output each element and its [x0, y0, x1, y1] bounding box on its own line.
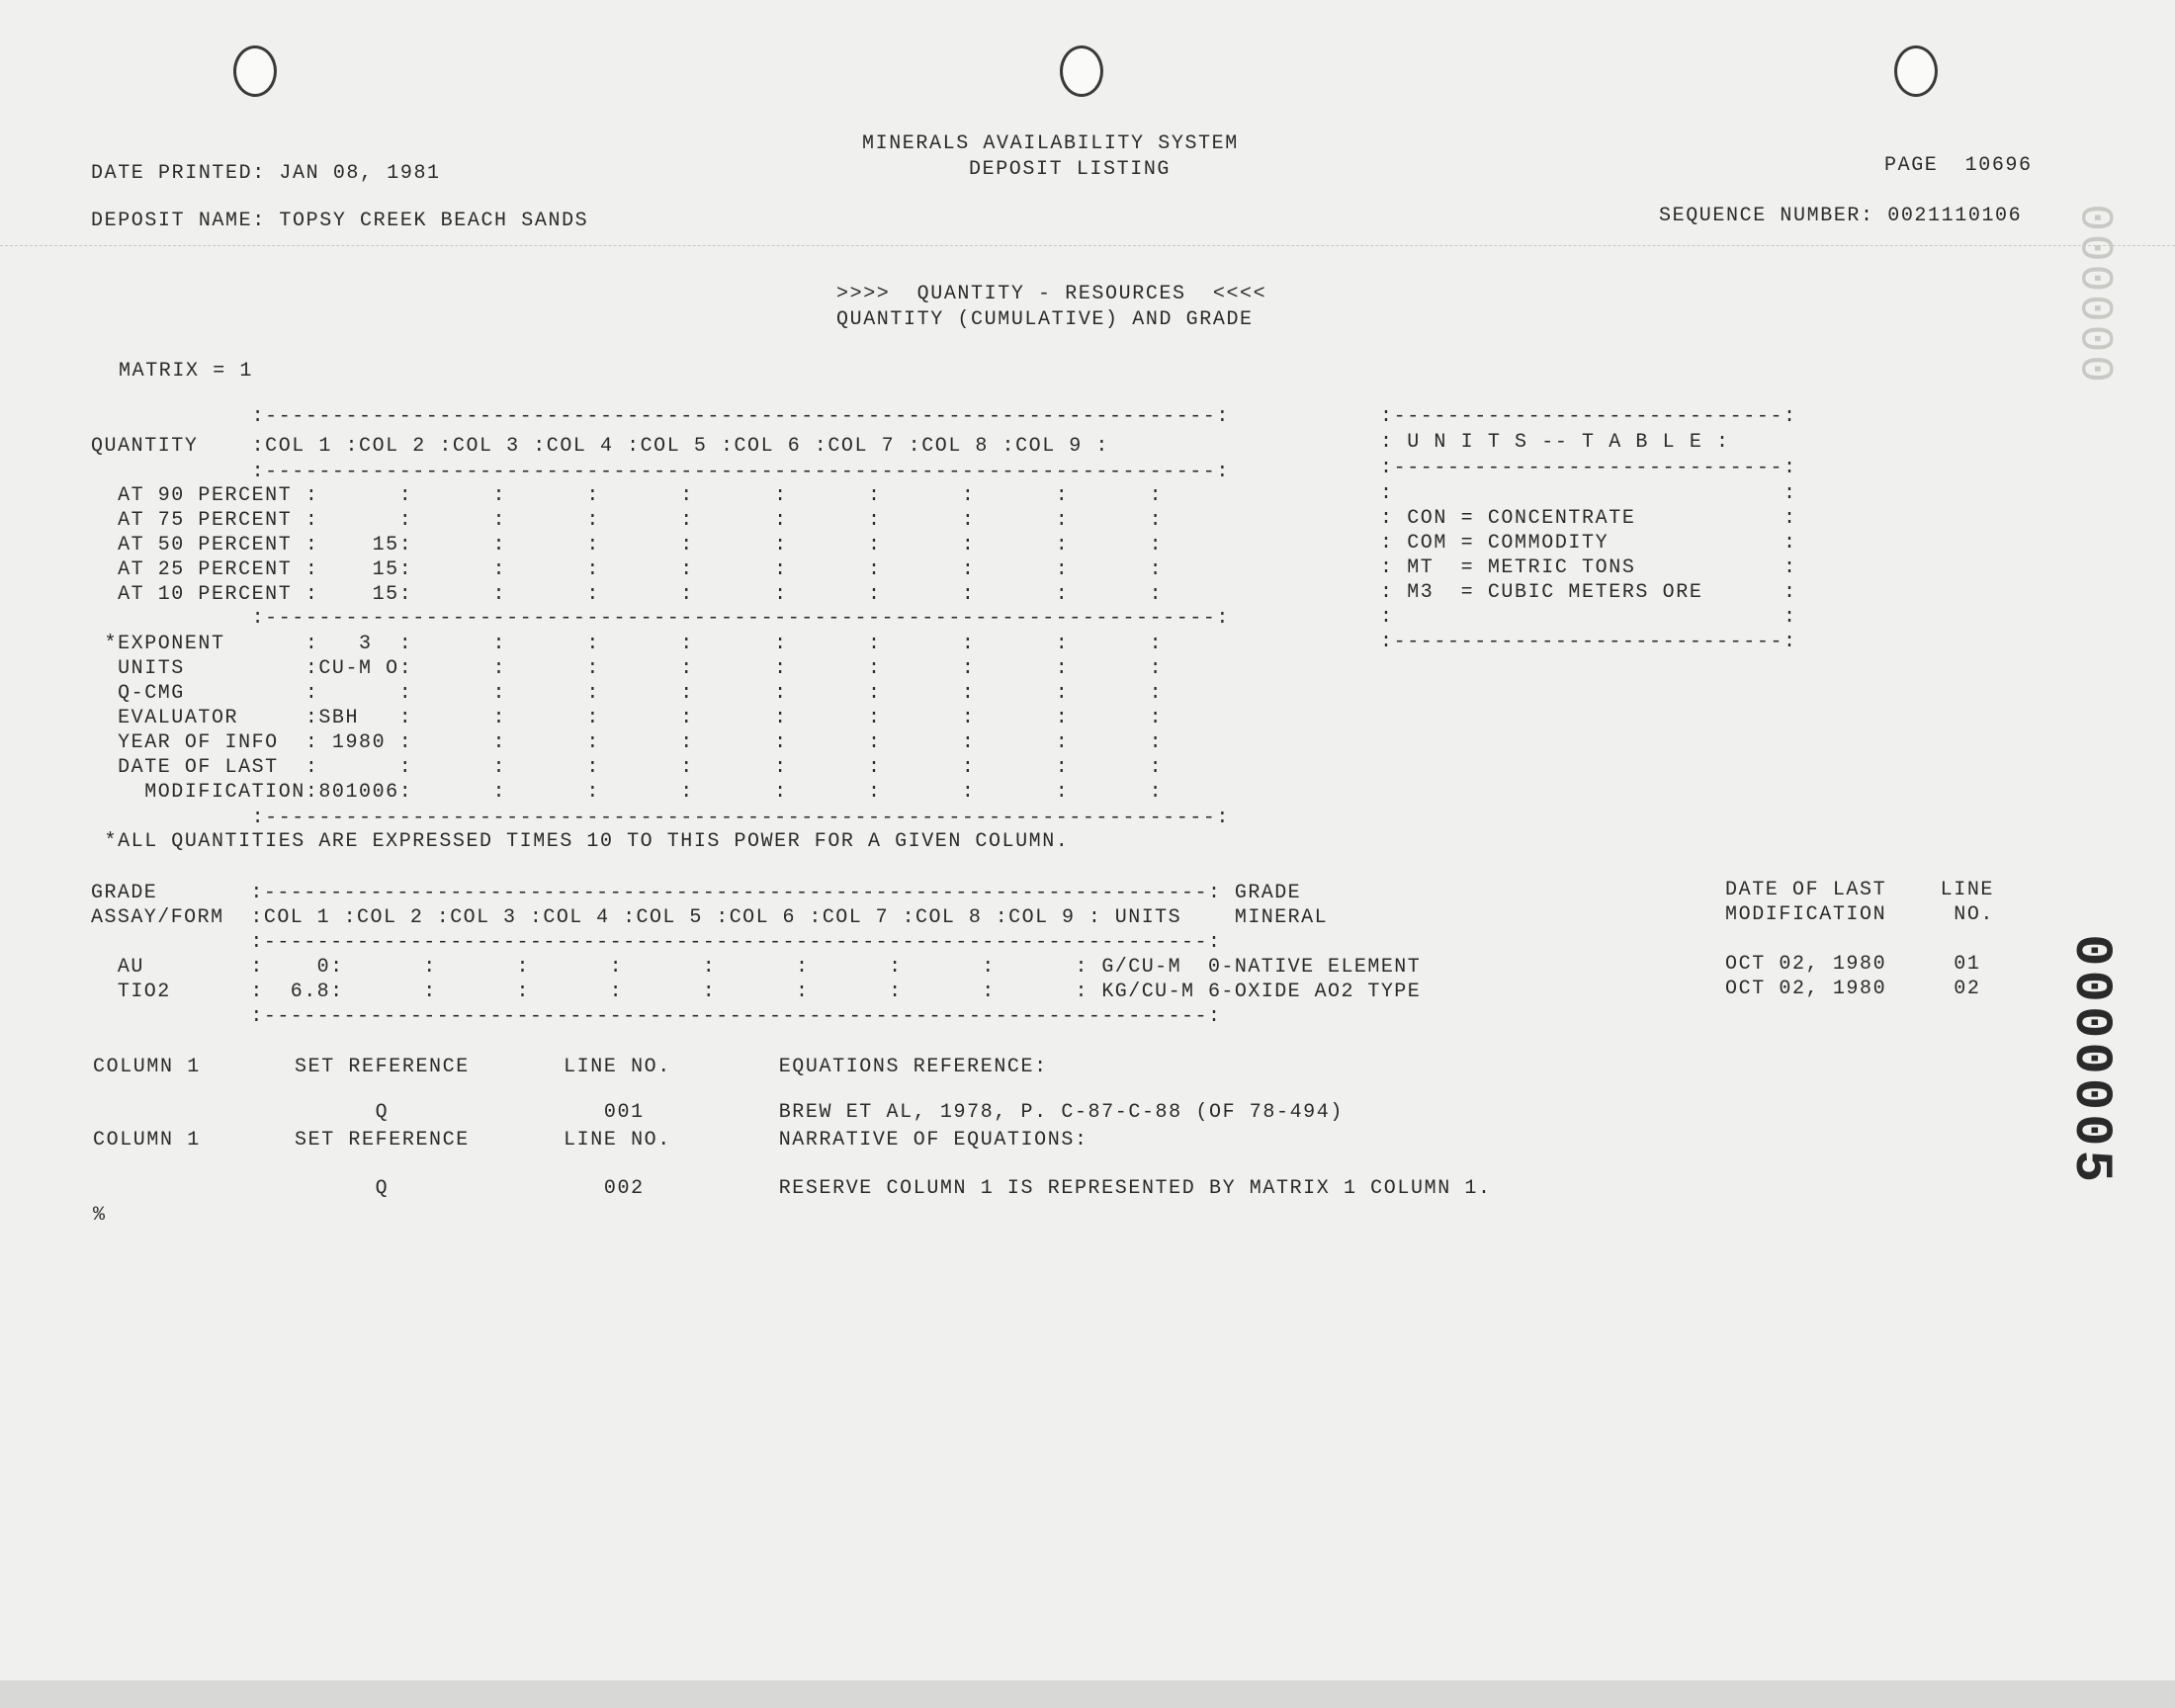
reference-header: COLUMN 1 SET REFERENCE LINE NO. NARRATIVE OF EQUATIONS:: [93, 1129, 1088, 1152]
grade-row: GRADE :-----------------------------------------------------------------------: GRADE: [91, 882, 1302, 904]
quantity-row: YEAR OF INFO : 1980 : : : : : : : : :: [91, 731, 1164, 754]
quantity-row: DATE OF LAST : : : : : : : : : :: [91, 756, 1164, 779]
quantity-row: :-----------------------------------------------------------------------:: [91, 405, 1230, 428]
deposit-name: DEPOSIT NAME: TOPSY CREEK BEACH SANDS: [91, 210, 589, 232]
matrix-label: MATRIX = 1: [119, 360, 254, 383]
quantity-row: MODIFICATION:801006: : : : : : : : :: [91, 781, 1164, 804]
reference-row: Q 002 RESERVE COLUMN 1 IS REPRESENTED BY MATRIX 1 COLUMN 1.: [93, 1177, 1492, 1200]
reference-row: Q 001 BREW ET AL, 1978, P. C-87-C-88 (OF 78-494): [93, 1101, 1344, 1124]
quantity-row: AT 10 PERCENT : 15: : : : : : : : :: [91, 583, 1164, 606]
units-row: : COM = COMMODITY :: [1380, 532, 1797, 555]
quantity-row: :-----------------------------------------------------------------------:: [91, 607, 1230, 630]
quantity-row: :-----------------------------------------------------------------------:: [91, 461, 1230, 483]
units-row: :-----------------------------:: [1380, 405, 1797, 428]
quantity-row: *EXPONENT : 3 : : : : : : : : :: [91, 633, 1164, 655]
quantity-row: AT 90 PERCENT : : : : : : : : : :: [91, 484, 1164, 507]
grade-modification-row: OCT 02, 1980 02: [1725, 978, 1981, 1000]
units-row: : :: [1380, 606, 1797, 629]
units-row: :-----------------------------:: [1380, 457, 1797, 479]
units-row: :-----------------------------:: [1380, 631, 1797, 653]
units-title: : U N I T S -- T A B L E :: [1380, 431, 1730, 454]
quantity-row: AT 25 PERCENT : 15: : : : : : : : :: [91, 558, 1164, 581]
section-subtitle: QUANTITY (CUMULATIVE) AND GRADE: [836, 308, 1254, 331]
quantity-row: EVALUATOR :SBH : : : : : : : : :: [91, 707, 1164, 729]
punch-hole-right: [1894, 45, 1938, 97]
page-number: PAGE 10696: [1884, 154, 2033, 177]
quantity-footnote: *ALL QUANTITIES ARE EXPRESSED TIMES 10 TO THIS POWER FOR A GIVEN COLUMN.: [91, 830, 1070, 853]
quantity-row: Q-CMG : : : : : : : : : :: [91, 682, 1164, 705]
reference-header: COLUMN 1 SET REFERENCE LINE NO. EQUATIONS REFERENCE:: [93, 1056, 1048, 1078]
sequence-number: SEQUENCE NUMBER: 0021110106: [1659, 205, 2023, 227]
grade-modification-header: MODIFICATION NO.: [1725, 903, 1995, 926]
grade-row: AU : 0: : : : : : : : : G/CU-M 0-NATIVE ELEMENT: [91, 956, 1422, 979]
faint-stamp-number: 000000: [2069, 204, 2121, 385]
system-title: MINERALS AVAILABILITY SYSTEM: [862, 132, 1239, 155]
quantity-row: AT 75 PERCENT : : : : : : : : : :: [91, 509, 1164, 532]
quantity-row: AT 50 PERCENT : 15: : : : : : : : :: [91, 534, 1164, 556]
quantity-row: UNITS :CU-M O: : : : : : : : :: [91, 657, 1164, 680]
perforation-line: [0, 245, 2175, 246]
punch-hole-center: [1060, 45, 1103, 97]
listing-title: DEPOSIT LISTING: [969, 158, 1172, 181]
units-row: : :: [1380, 482, 1797, 505]
section-title: >>>> QUANTITY - RESOURCES <<<<: [836, 283, 1267, 305]
grade-header-row: ASSAY/FORM :COL 1 :COL 2 :COL 3 :COL 4 :COL 5 :COL 6 :COL 7 :COL 8 :COL 9 : UNITS MINERAL: [91, 906, 1329, 929]
units-row: : CON = CONCENTRATE :: [1380, 507, 1797, 530]
grade-row: TIO2 : 6.8: : : : : : : : : KG/CU-M 6-OXIDE AO2 TYPE: [91, 981, 1422, 1003]
grade-row: :-----------------------------------------------------------------------:: [91, 1005, 1222, 1028]
quantity-header-row: QUANTITY :COL 1 :COL 2 :COL 3 :COL 4 :COL 5 :COL 6 :COL 7 :COL 8 :COL 9 :: [91, 435, 1109, 458]
units-row: : MT = METRIC TONS :: [1380, 556, 1797, 579]
grade-modification-header: DATE OF LAST LINE: [1725, 879, 1995, 901]
end-marker: %: [93, 1204, 107, 1227]
quantity-row: :-----------------------------------------------------------------------:: [91, 807, 1230, 829]
units-row: : M3 = CUBIC METERS ORE :: [1380, 581, 1797, 604]
grade-row: :-----------------------------------------------------------------------:: [91, 931, 1222, 954]
date-printed: DATE PRINTED: JAN 08, 1981: [91, 162, 441, 185]
stamp-number: 0000005: [2060, 934, 2121, 1186]
punch-hole-left: [233, 45, 277, 97]
grade-modification-row: OCT 02, 1980 01: [1725, 953, 1981, 976]
